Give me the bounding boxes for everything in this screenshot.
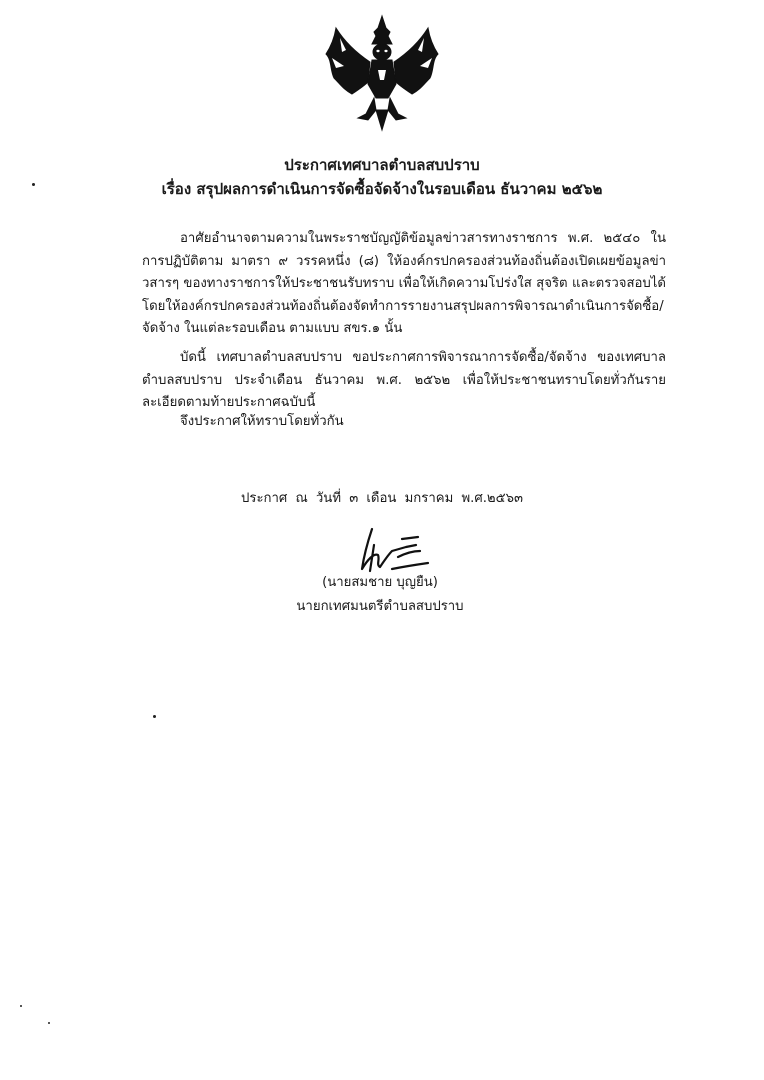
scan-speck — [20, 1005, 22, 1007]
announcement-subject: เรื่อง สรุปผลการดำเนินการจัดซื้อจัดจ้างในรอบเดือน ธันวาคม ๒๕๖๒ — [161, 180, 603, 198]
body-paragraph-3: จึงประกาศให้ทราบโดยทั่วกัน — [180, 414, 344, 429]
signatory-name: (นายสมชาย บุญยืน) — [322, 575, 438, 590]
scan-speck — [48, 1022, 50, 1024]
scan-speck — [153, 715, 156, 718]
garuda-emblem-icon — [318, 14, 446, 132]
body-paragraph-2: บัดนี้ เทศบาลตำบลสบปราบ ขอประกาศการพิจารณาการจัดซื้อ/จัดจ้าง ของเทศบาลตำบลสบปราบ ประจำเดือน ธันวาคม พ.ศ. ๒๕๖๒ เพื่อให้ประชาชนทราบโดยทั่วกันรายละเอียดตามท้ายประกาศฉบับนี้ — [142, 350, 666, 410]
handwritten-signature — [358, 525, 438, 577]
body-paragraph-1: อาศัยอำนาจตามความในพระราชบัญญัติข้อมูลข่าวสารทางราชการ พ.ศ. ๒๕๔๐ ในการปฏิบัติตาม มาตรา ๙ วรรคหนึ่ง (๘) ให้องค์กรปกครองส่วนท้องถิ่นต้องเปิดเผยข้อมูลข่าวสารๆ ของทางราชการให้ประชาชนรับทราบ เพื่อให้เกิดความโปร่งใส สุจริต และตรวจสอบได้ โดยให้องค์กรปกครองส่วนท้องถิ่นต้องจัดทำการรายงานสรุปผลการพิจารณาดำเนินการจัดซื้อ/จัดจ้าง ในแต่ละรอบเดือน ตามแบบ สขร.๑ นั้น — [142, 231, 666, 336]
scan-speck — [32, 183, 35, 186]
announcement-title: ประกาศเทศบาลตำบลสบปราบ — [284, 156, 480, 174]
announcement-dateline: ประกาศ ณ วันที่ ๓ เดือน มกราคม พ.ศ.๒๕๖๓ — [240, 491, 523, 506]
signatory-position: นายกเทศมนตรีตำบลสบปราบ — [296, 599, 464, 614]
